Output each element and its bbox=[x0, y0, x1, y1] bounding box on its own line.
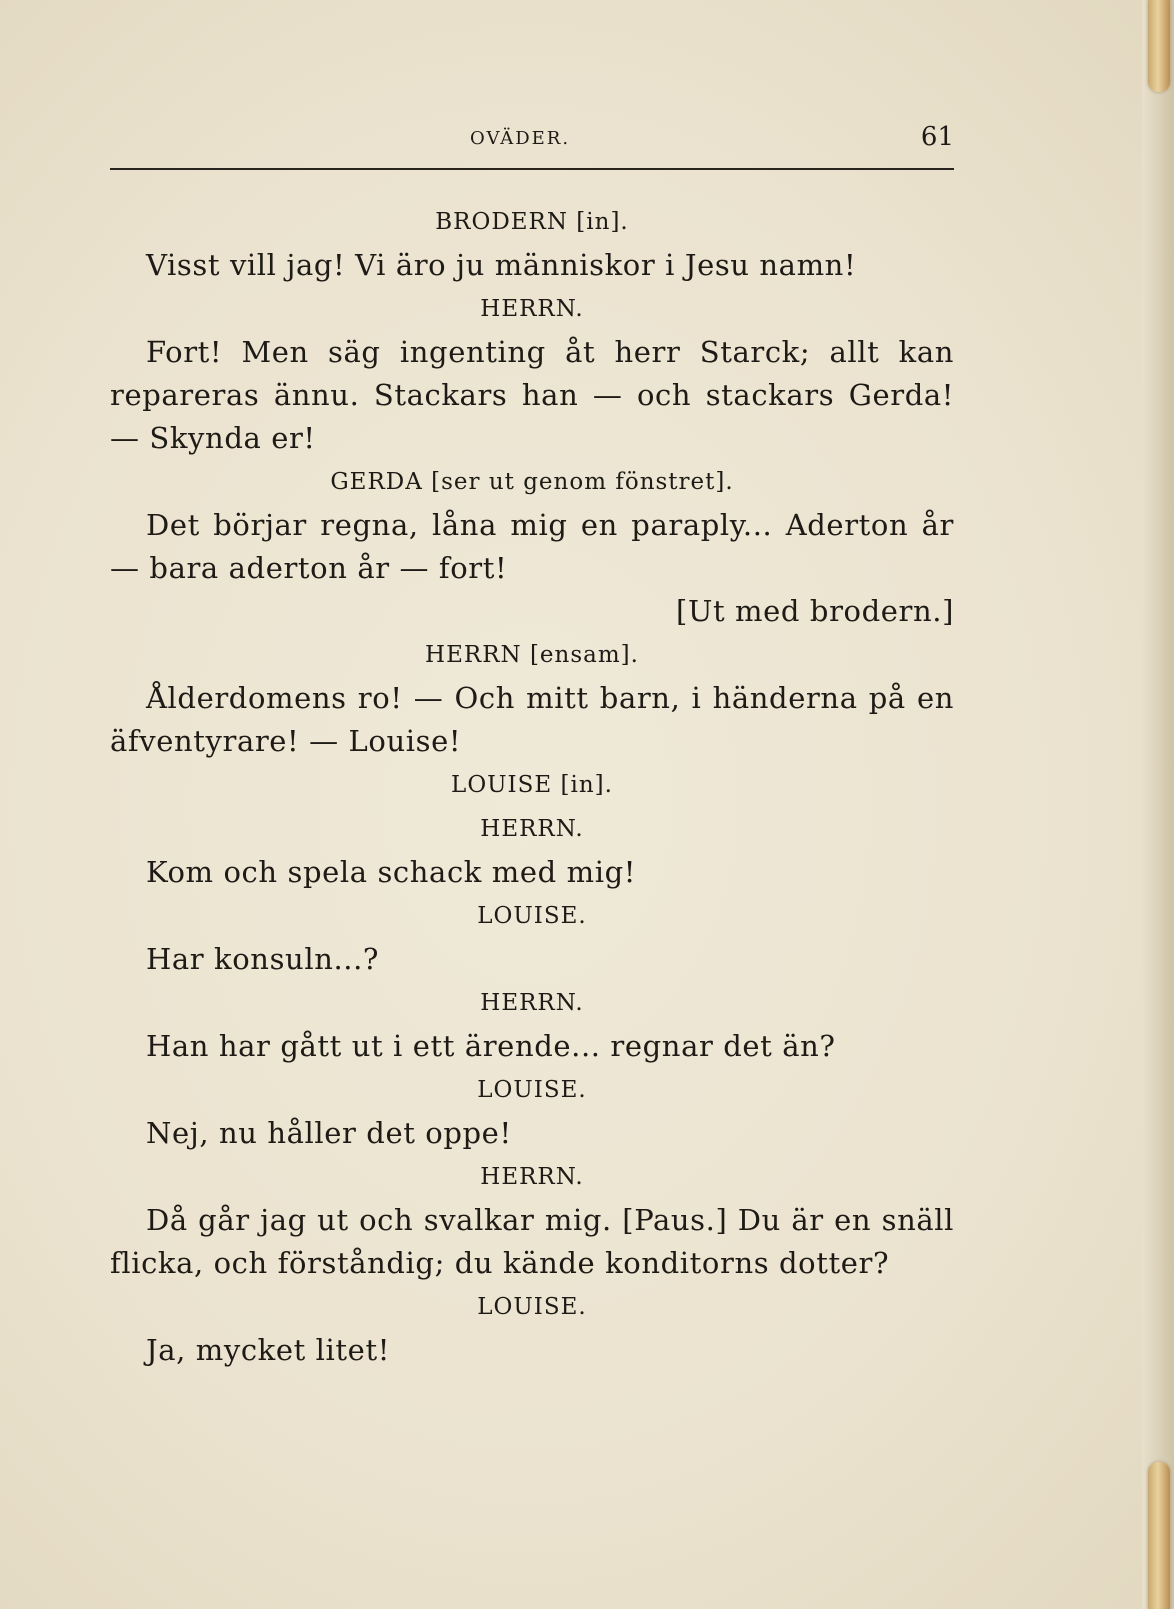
speech: Har konsuln...? bbox=[146, 942, 380, 976]
speech: Nej, nu håller det oppe! bbox=[146, 1116, 512, 1150]
speaker-heading: GERDA [ser ut genom fönstret]. bbox=[330, 469, 734, 495]
speech: Då går jag ut och svalkar mig. [Paus.] Du är en snäll flicka, och förståndig; du kände konditorns dotter? bbox=[110, 1203, 954, 1280]
speaker-heading: HERRN. bbox=[480, 296, 584, 322]
header-rule bbox=[110, 168, 954, 170]
stage-direction: [Ut med brodern.] bbox=[676, 594, 954, 628]
speaker-heading: HERRN. bbox=[480, 1164, 584, 1190]
speech: Han har gått ut i ett ärende... regnar det än? bbox=[146, 1029, 836, 1063]
page-number: 61 bbox=[920, 122, 954, 152]
page-tab-top bbox=[1148, 0, 1170, 92]
speaker-heading: LOUISE. bbox=[477, 1077, 587, 1103]
speech: Ålderdomens ro! — Och mitt barn, i händerna på en äfventyrare! — Louise! bbox=[110, 681, 954, 758]
speech: Fort! Men säg ingenting åt herr Starck; allt kan repareras ännu. Stackars han — och stackars Gerda! — Skynda er! bbox=[110, 335, 954, 455]
speaker-heading: LOUISE [in]. bbox=[451, 772, 613, 798]
page-header bbox=[110, 122, 954, 152]
speaker-heading: HERRN. bbox=[480, 816, 584, 842]
running-title: OVÄDER. bbox=[470, 128, 571, 149]
page-tab-bottom bbox=[1148, 1462, 1170, 1609]
speech: Det börjar regna, låna mig en paraply... Aderton år — bara aderton år — fort! bbox=[110, 508, 954, 585]
speaker-heading: HERRN [ensam]. bbox=[425, 642, 639, 668]
speech: Kom och spela schack med mig! bbox=[146, 855, 637, 889]
speaker-heading: BRODERN [in]. bbox=[435, 209, 629, 235]
speaker-heading: LOUISE. bbox=[477, 903, 587, 929]
speaker-heading: LOUISE. bbox=[477, 1294, 587, 1320]
play-text bbox=[110, 200, 954, 1372]
speech: Visst vill jag! Vi äro ju människor i Jesu namn! bbox=[146, 248, 857, 282]
speech: Ja, mycket litet! bbox=[146, 1333, 390, 1367]
page-edge bbox=[1142, 0, 1174, 1609]
speaker-heading: HERRN. bbox=[480, 990, 584, 1016]
